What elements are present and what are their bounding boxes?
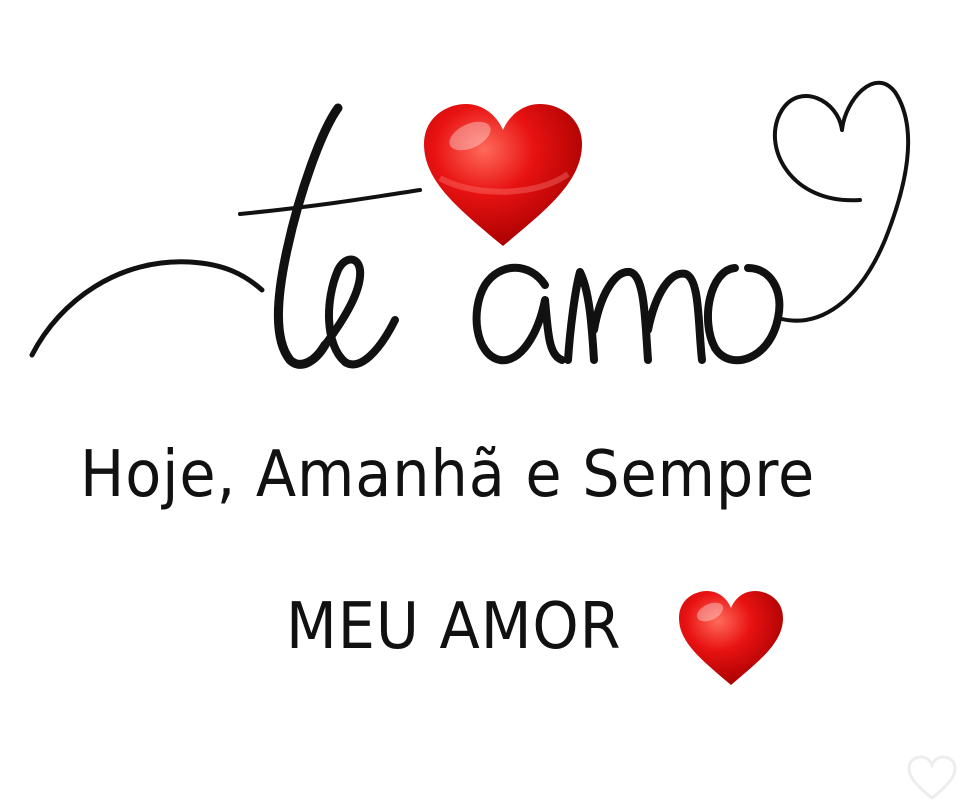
small-heart-icon	[676, 588, 786, 688]
t-crossbar	[240, 190, 420, 214]
o-letter	[708, 268, 779, 360]
heart-outline-icon	[906, 754, 958, 802]
e-letter	[325, 260, 395, 365]
right-flourish	[775, 83, 908, 321]
a-letter	[477, 268, 562, 360]
left-flourish	[32, 262, 262, 355]
heart-icon	[420, 100, 586, 250]
subtitle-text: Hoje, Amanhã e Sempre	[80, 438, 816, 512]
m-letter	[568, 272, 702, 360]
tagline-text: MEU AMOR	[286, 590, 622, 664]
